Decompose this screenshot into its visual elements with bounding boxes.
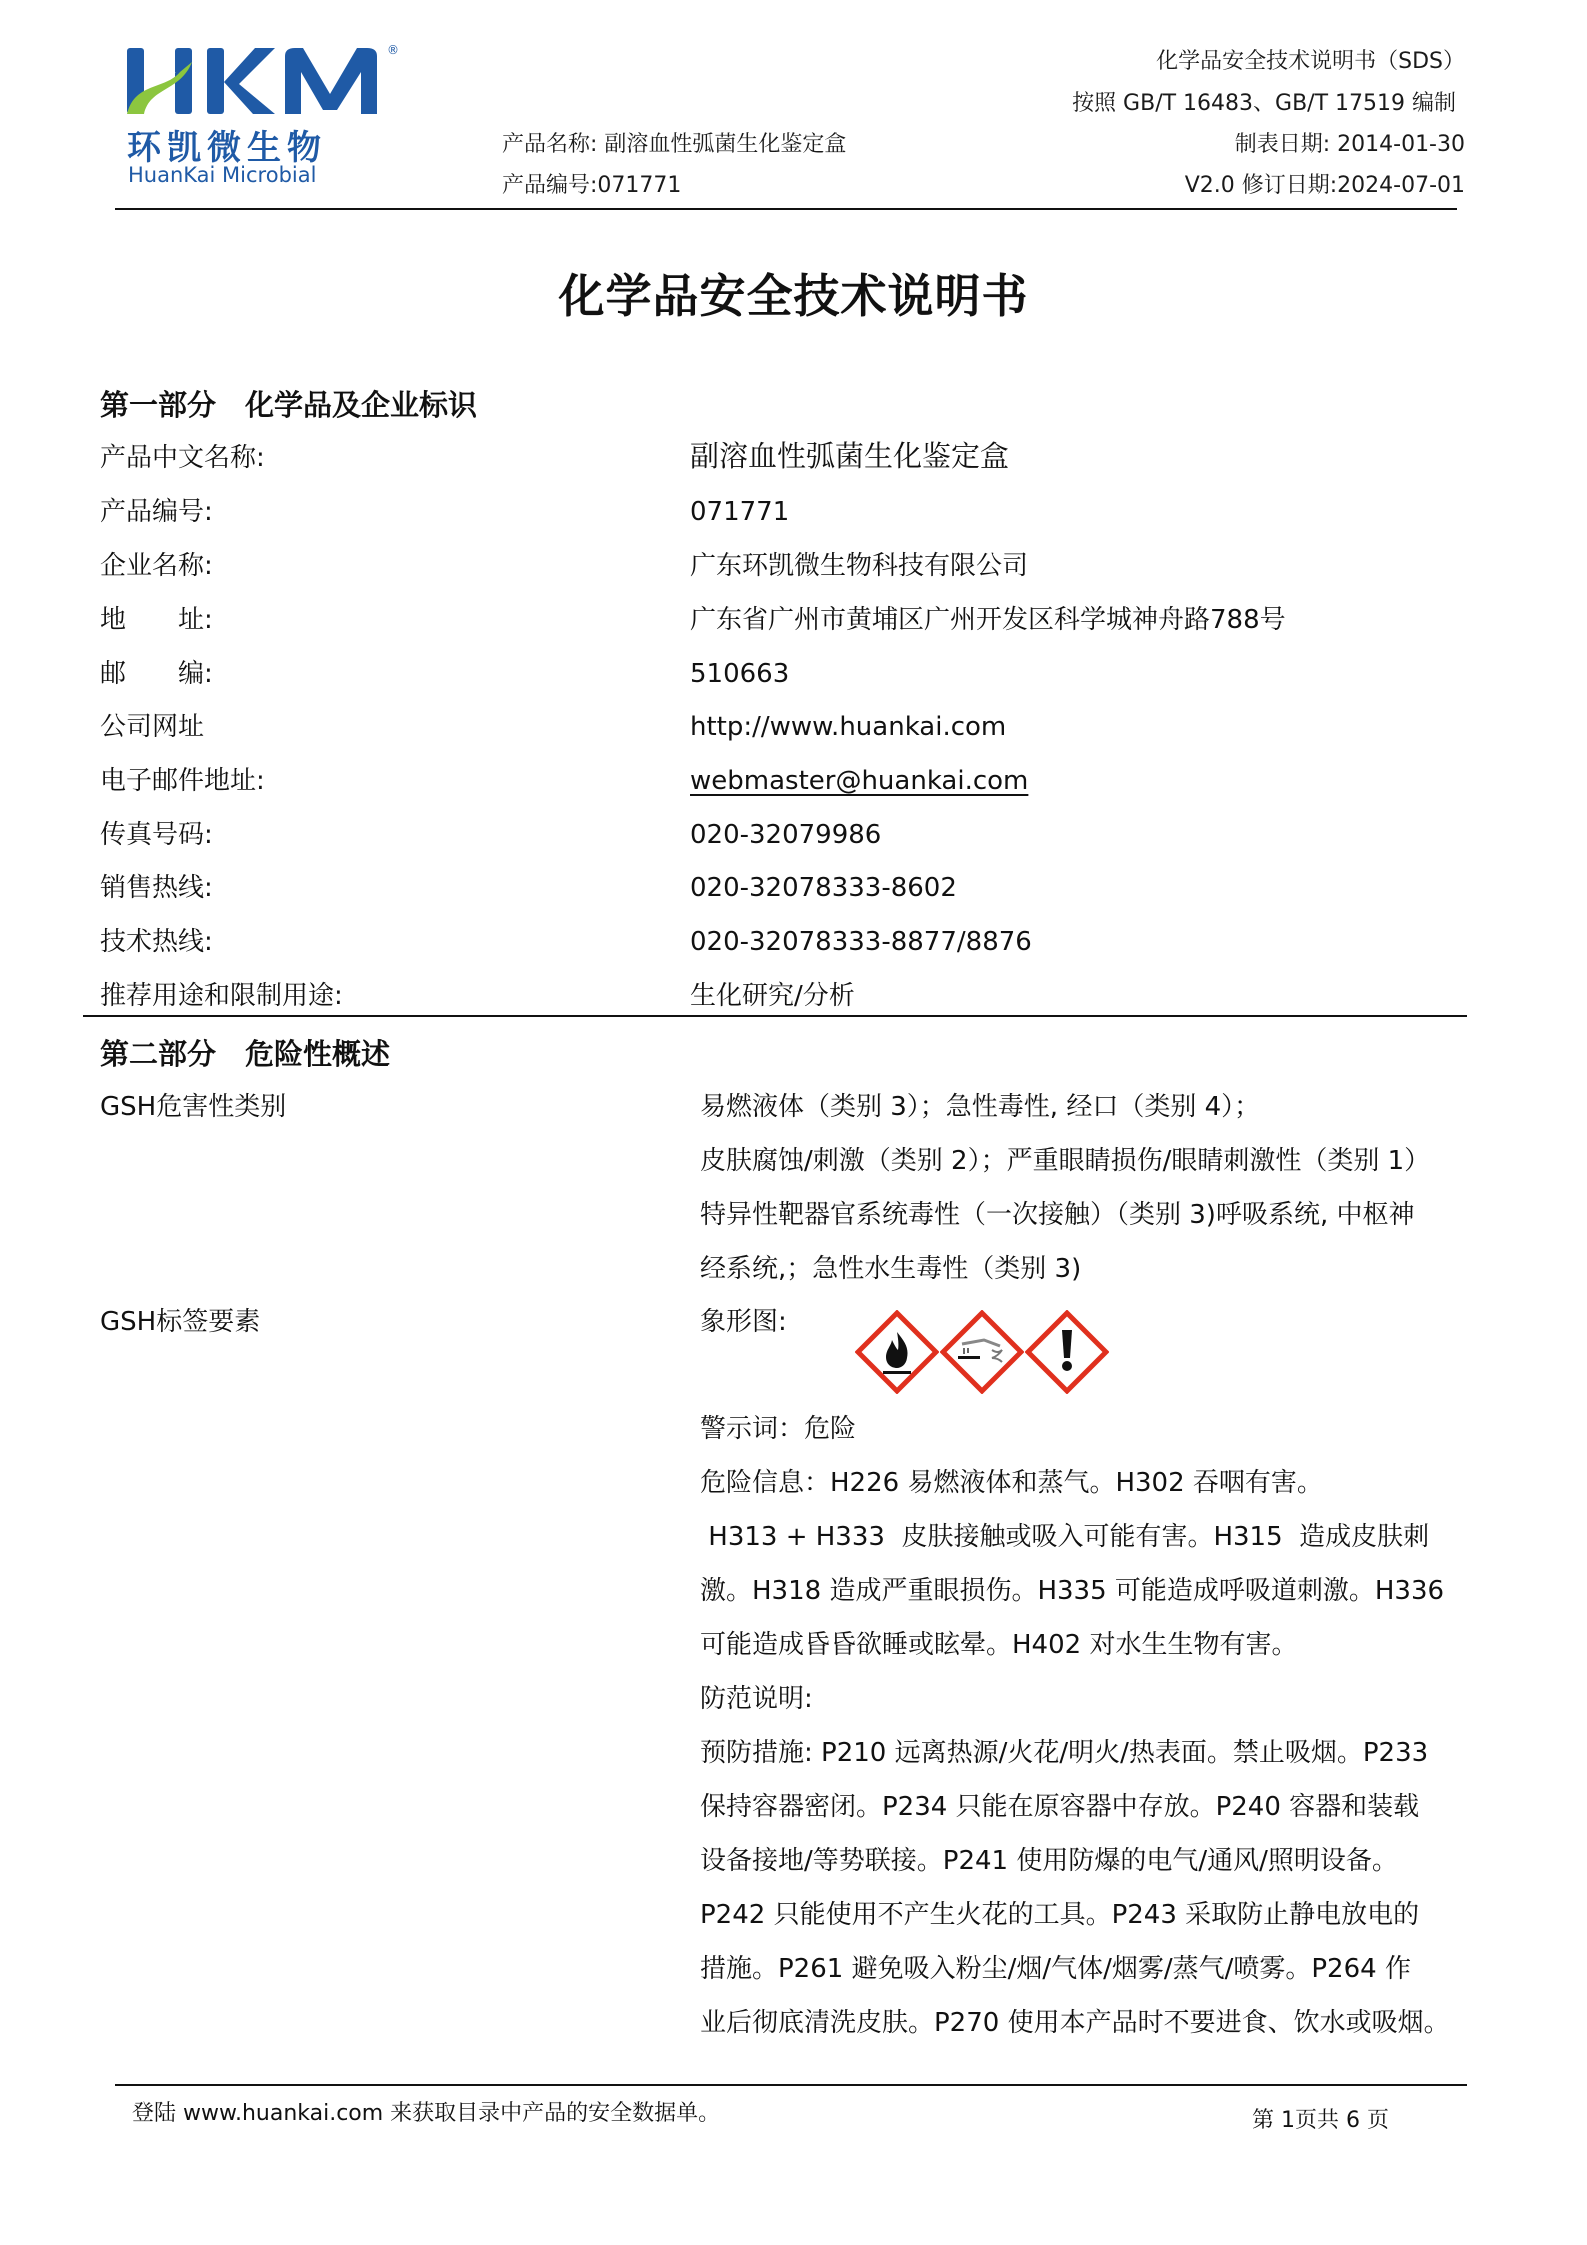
- text-line: 措施。P261 避免吸入粉尘/烟/气体/烟雾/蒸气/喷雾。P264 作: [700, 1954, 1411, 1984]
- row-value: 副溶血性弧菌生化鉴定盒: [690, 439, 1010, 473]
- row-value: 510663: [690, 659, 790, 689]
- website-link[interactable]: http://www.huankai.com: [690, 712, 1007, 742]
- text-line: 皮肤腐蚀/刺激（类别 2）；严重眼睛损伤/眼睛刺激性（类别 1）: [700, 1146, 1431, 1176]
- row-label: 推荐用途和限制用途:: [100, 981, 343, 1011]
- flame-icon: [855, 1310, 939, 1394]
- header-doc-type: 化学品安全技术说明书（SDS）: [1156, 49, 1465, 74]
- row-label: 产品编号:: [100, 497, 213, 527]
- header-product-name: 产品名称: 副溶血性弧菌生化鉴定盒: [502, 132, 847, 157]
- gsh-class-text: [700, 1080, 1430, 1296]
- row-label: 地 址:: [100, 605, 213, 635]
- page-title: 化学品安全技术说明书: [558, 269, 1029, 323]
- svg-text:®: ®: [387, 43, 399, 57]
- footer-note: 登陆 www.huankai.com 来获取目录中产品的安全数据单。: [132, 2101, 721, 2126]
- footer-divider: [115, 2084, 1467, 2086]
- text-line: P242 只能使用不产生火花的工具。P243 采取防止静电放电的: [700, 1900, 1420, 1930]
- text-line: 危险信息：H226 易燃液体和蒸气。H302 吞咽有害。: [700, 1468, 1323, 1498]
- row-label: 邮 编:: [100, 659, 213, 689]
- email-link[interactable]: webmaster@huankai.com: [690, 766, 1029, 796]
- text-line: 易燃液体（类别 3）；急性毒性, 经口（类别 4）；: [700, 1092, 1261, 1122]
- header-standard: 按照 GB/T 16483、GB/T 17519 编制: [1072, 91, 1456, 116]
- text-line: 预防措施: P210 远离热源/火花/明火/热表面。禁止吸烟。P233: [700, 1738, 1429, 1768]
- section-divider: [83, 1015, 1467, 1017]
- section1-heading: 第一部分 化学品及企业标识: [100, 388, 478, 422]
- row-value: 生化研究/分析: [690, 981, 855, 1011]
- exclamation-icon: [1025, 1310, 1109, 1394]
- row-label: 销售热线:: [100, 873, 213, 903]
- section2-heading: 第二部分 危险性概述: [100, 1037, 391, 1071]
- text-line: 激。H318 造成严重眼损伤。H335 可能造成呼吸道刺激。H336: [700, 1576, 1445, 1606]
- row-label: 技术热线:: [100, 927, 213, 957]
- row-value: 020-32079986: [690, 820, 882, 850]
- precaution-label: 防范说明:: [700, 1684, 813, 1714]
- header-created-date: 制表日期: 2014-01-30: [1234, 132, 1465, 157]
- row-label: 传真号码:: [100, 820, 213, 850]
- text-line: 经系统,；急性水生毒性（类别 3): [700, 1254, 1082, 1284]
- row-value: 广东环凯微生物科技有限公司: [690, 551, 1029, 581]
- text-line: 特异性靶器官系统毒性（一次接触）（类别 3)呼吸系统, 中枢神: [700, 1200, 1415, 1230]
- row-value: 广东省广州市黄埔区广州开发区科学城神舟路788号: [690, 605, 1286, 635]
- row-label: 电子邮件地址:: [100, 766, 265, 796]
- text-line: 业后彻底清洗皮肤。P270 使用本产品时不要进食、饮水或吸烟。: [700, 2008, 1450, 2038]
- text-line: 可能造成昏昏欲睡或眩晕。H402 对水生生物有害。: [700, 1630, 1298, 1660]
- page-number: 第 1页共 6 页: [1252, 2108, 1389, 2133]
- gsh-class-label: GSH危害性类别: [100, 1092, 287, 1122]
- text-line: 设备接地/等势联接。P241 使用防爆的电气/通风/照明设备。: [700, 1846, 1398, 1876]
- pictogram-label: 象形图:: [700, 1307, 787, 1337]
- row-label: 产品中文名称:: [100, 443, 265, 473]
- signal-word: 警示词：危险: [700, 1414, 857, 1444]
- hazard-info: [700, 1402, 1450, 2050]
- gsh-label-elements-label: GSH标签要素: [100, 1307, 261, 1337]
- header-revision: V2.0 修订日期:2024-07-01: [1184, 173, 1465, 198]
- row-value: 020-32078333-8602: [690, 873, 957, 903]
- text-line: H313 + H333 皮肤接触或吸入可能有害。H315 造成皮肤刺: [700, 1522, 1430, 1552]
- company-logo: [125, 42, 405, 192]
- corrosion-icon: [940, 1310, 1024, 1394]
- row-value: 020-32078333-8877/8876: [690, 927, 1032, 957]
- row-label: 企业名称:: [100, 551, 213, 581]
- header-product-code: 产品编号:071771: [502, 173, 682, 198]
- pictograms: [855, 1310, 1109, 1394]
- text-line: 保持容器密闭。P234 只能在原容器中存放。P240 容器和装载: [700, 1792, 1420, 1822]
- logo-en-name: HuanKai Microbial: [128, 163, 317, 187]
- row-value: 071771: [690, 497, 790, 527]
- header-divider: [115, 208, 1457, 210]
- logo-cn-name: 环凯微生物: [127, 128, 327, 168]
- row-label: 公司网址: [100, 712, 205, 742]
